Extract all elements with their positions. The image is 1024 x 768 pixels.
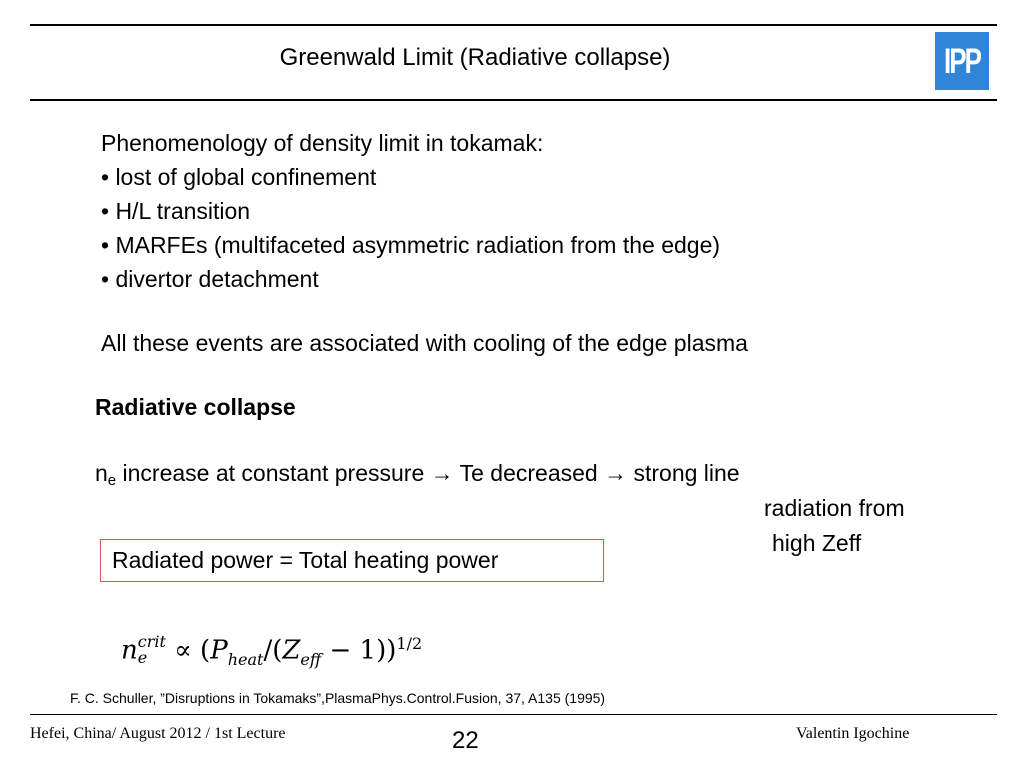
bullet-item: • MARFEs (multifaceted asymmetric radiation from the edge) xyxy=(101,232,721,258)
density-subscript: e xyxy=(107,472,117,489)
formula-tail: − 1)) xyxy=(321,635,397,666)
formula-exponent: 1/2 xyxy=(396,634,423,653)
formula-p: P xyxy=(210,635,228,666)
mechanism-continuation-2: high Zeff xyxy=(772,530,862,556)
formula-n-sub: e xyxy=(137,647,148,667)
density-symbol: n xyxy=(95,460,108,486)
footer-event: Hefei, China/ August 2012 / 1st Lecture xyxy=(30,725,286,742)
density-limit-formula xyxy=(121,631,423,669)
boxed-statement: Radiated power = Total heating power xyxy=(100,539,604,582)
phenomenology-list xyxy=(101,126,720,296)
section-heading: Radiative collapse xyxy=(95,394,296,420)
reference-citation: F. C. Schuller, ”Disruptions in Tokamaks”,PlasmaPhys.Control.Fusion, 37, A135 (1995) xyxy=(70,690,606,706)
formula-mid: /( xyxy=(263,635,283,666)
summary-text: All these events are associated with cooling of the edge plasma xyxy=(101,330,748,356)
formula-relation: ∝ ( xyxy=(165,635,211,666)
phenomenology-intro: Phenomenology of density limit in tokamak: xyxy=(101,130,544,156)
header-bottom-rule xyxy=(30,99,997,101)
footer-author: Valentin Igochine xyxy=(796,725,910,742)
mechanism-line xyxy=(95,460,740,489)
slide-title: Greenwald Limit (Radiative collapse) xyxy=(279,44,671,71)
header-top-rule xyxy=(30,24,997,26)
mechanism-continuation-1: radiation from xyxy=(764,495,905,521)
formula-n: n xyxy=(121,635,138,666)
formula-p-sub: heat xyxy=(227,649,264,669)
bullet-item: • H/L transition xyxy=(101,198,251,224)
formula-n-sup: crit xyxy=(137,631,166,651)
formula-z: Z xyxy=(282,635,301,666)
formula-z-sub: eff xyxy=(300,649,322,669)
ipp-logo xyxy=(935,32,989,90)
bullet-item: • divertor detachment xyxy=(101,266,319,292)
ipp-logo-text: IPP xyxy=(944,40,980,81)
footer-rule xyxy=(30,714,997,715)
mechanism-text: increase at constant pressure → Te decreased → strong line xyxy=(116,460,740,486)
page-number: 22 xyxy=(452,727,479,754)
bullet-item: • lost of global confinement xyxy=(101,164,377,190)
